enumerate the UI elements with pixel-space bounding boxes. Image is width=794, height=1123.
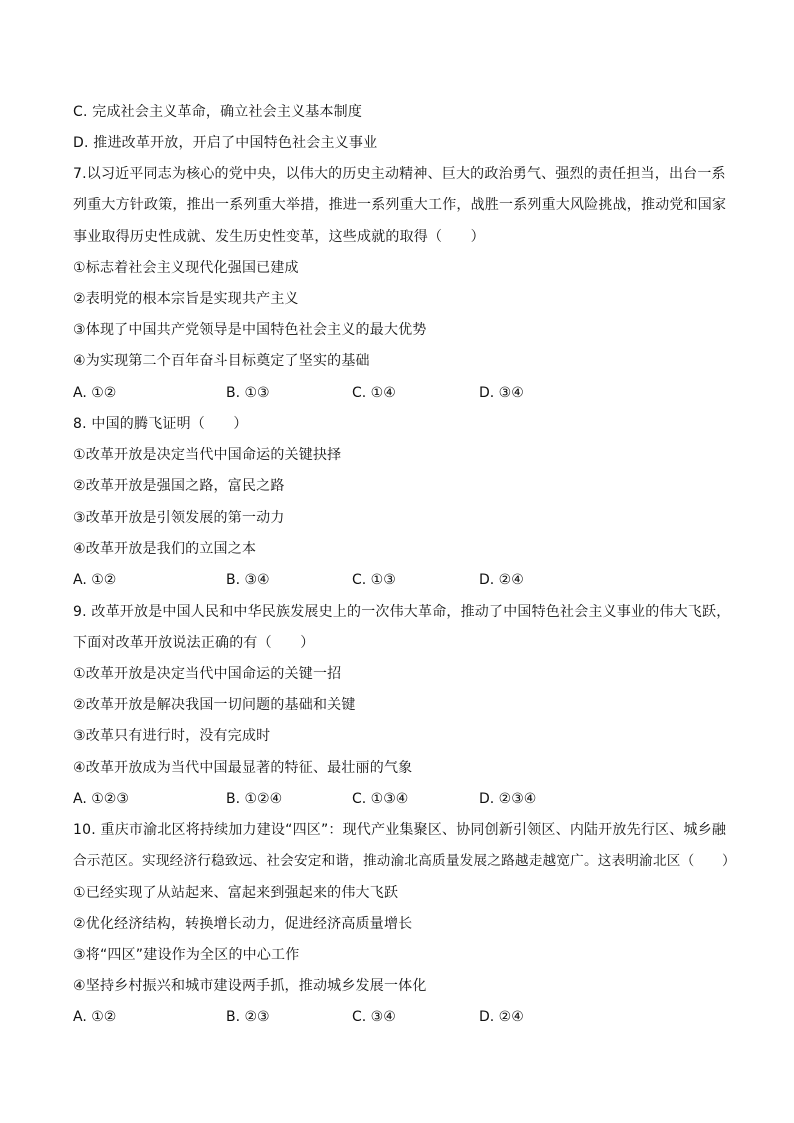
q8-item-1: ①改革开放是决定当代中国命运的关键抉择: [73, 447, 342, 463]
q10-item-4: ④坚持乡村振兴和城市建设两手抓，推动城乡发展一体化: [73, 978, 427, 994]
q9-item-2: ②改革开放是解决我国一切问题的基础和关键: [73, 697, 356, 713]
q7-option-a[interactable]: A. ①②: [73, 385, 117, 401]
q10-option-d[interactable]: D. ②④: [479, 1009, 524, 1025]
q8-option-d[interactable]: D. ②④: [479, 572, 524, 588]
q10-stem-line2: 合示范区。实现经济行稳致远、社会安定和谐，推动渝北高质量发展之路越走越宽广。这表明渝北区（ ）: [73, 853, 736, 869]
q9-item-3: ③改革只有进行时，没有完成时: [73, 728, 271, 744]
q10-item-2: ②优化经济结构，转换增长动力，促进经济高质量增长: [73, 916, 413, 932]
q8-options: [73, 571, 723, 589]
q9-options: [73, 790, 723, 808]
q8-option-c[interactable]: C. ①③: [352, 572, 396, 588]
q7-options: [73, 384, 723, 402]
q9-stem-line1: 9. 改革开放是中国人民和中华民族发展史上的一次伟大革命，推动了中国特色社会主义事业的伟大飞跃，: [73, 604, 731, 620]
q7-option-d[interactable]: D. ③④: [479, 385, 524, 401]
option-d-prev: D. 推进改革开放，开启了中国特色社会主义事业: [73, 135, 378, 151]
q8-stem: 8. 中国的腾飞证明（ ）: [73, 416, 248, 432]
q10-option-b[interactable]: B. ②③: [226, 1009, 270, 1025]
q8-item-3: ③改革开放是引领发展的第一动力: [73, 510, 285, 526]
q9-item-4: ④改革开放成为当代中国最显著的特征、最壮丽的气象: [73, 760, 413, 776]
q10-option-c[interactable]: C. ③④: [352, 1009, 396, 1025]
q7-stem-line1: 7.以习近平同志为核心的党中央，以伟大的历史主动精神、巨大的政治勇气、强烈的责任担当，出台一系: [73, 166, 726, 182]
option-c-prev: C. 完成社会主义革命，确立社会主义基本制度: [73, 104, 363, 120]
q9-option-b[interactable]: B. ①②④: [226, 791, 283, 807]
q8-item-2: ②改革开放是强国之路，富民之路: [73, 478, 285, 494]
q7-option-b[interactable]: B. ①③: [226, 385, 270, 401]
q7-item-1: ①标志着社会主义现代化强国已建成: [73, 260, 299, 276]
q7-item-3: ③体现了中国共产党领导是中国特色社会主义的最大优势: [73, 322, 427, 338]
q10-options: [73, 1008, 723, 1026]
q8-option-a[interactable]: A. ①②: [73, 572, 117, 588]
q10-stem-line1: 10. 重庆市渝北区将持续加力建设“四区”：现代产业集聚区、协同创新引领区、内陆开放先行区、城乡融: [73, 822, 727, 838]
q7-option-c[interactable]: C. ①④: [352, 385, 396, 401]
q7-item-2: ②表明党的根本宗旨是实现共产主义: [73, 291, 299, 307]
q7-stem-line2: 列重大方针政策，推出一系列重大举措，推进一系列重大工作，战胜一系列重大风险挑战，推动党和国家: [73, 197, 727, 213]
q7-stem-line3: 事业取得历史性成就、发生历史性变革，这些成就的取得（ ）: [73, 229, 485, 245]
q10-option-a[interactable]: A. ①②: [73, 1009, 117, 1025]
q7-item-4: ④为实现第二个百年奋斗目标奠定了坚实的基础: [73, 353, 370, 369]
q9-option-a[interactable]: A. ①②③: [73, 791, 129, 807]
q9-item-1: ①改革开放是决定当代中国命运的关键一招: [73, 666, 342, 682]
q9-option-d[interactable]: D. ②③④: [479, 791, 537, 807]
q9-option-c[interactable]: C. ①③④: [352, 791, 409, 807]
q9-stem-line2: 下面对改革开放说法正确的有（ ）: [73, 635, 315, 651]
q10-item-1: ①已经实现了从站起来、富起来到强起来的伟大飞跃: [73, 885, 399, 901]
q10-item-3: ③将“四区”建设作为全区的中心工作: [73, 947, 300, 963]
q8-option-b[interactable]: B. ③④: [226, 572, 270, 588]
q8-item-4: ④改革开放是我们的立国之本: [73, 541, 257, 557]
